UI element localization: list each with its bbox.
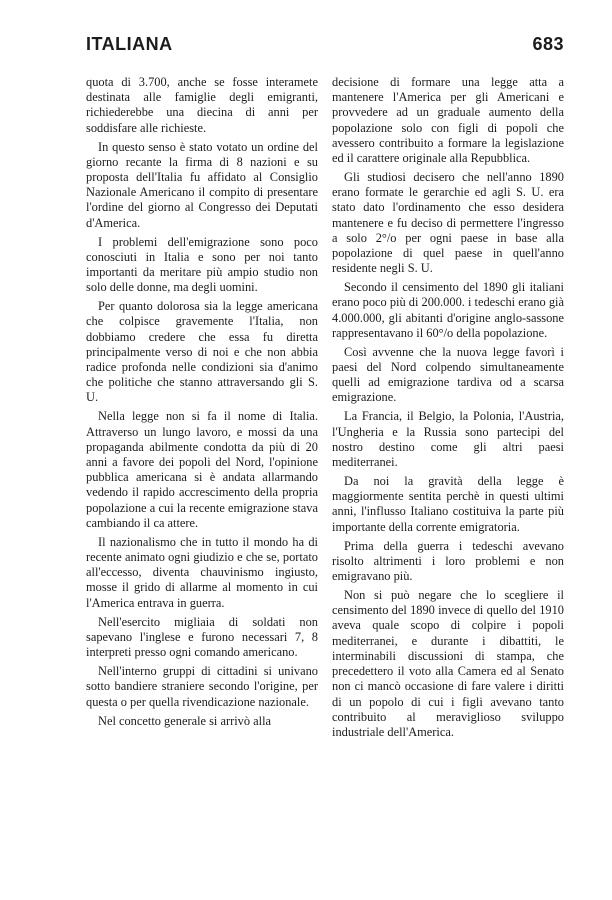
paragraph: Nell'esercito migliaia di soldati non sapevano l'inglese e furono necessari 7, 8 interpreti presso ogni comando americano. <box>86 614 318 660</box>
paragraph: In questo senso è stato votato un ordine del giorno recante la firma di 8 nazioni e su proposta dell'Italia fu affidato al Consiglio Nazionale Americano il compito di presentare l'ordine del giorno al Congresso dei Deputati d'America. <box>86 139 318 230</box>
paragraph: quota di 3.700, anche se fosse interamete destinata alle famiglie degli emigranti, richiederebbe una diecina di anni per soddisfare alle richieste. <box>86 75 318 135</box>
paragraph: I problemi dell'emigrazione sono poco conosciuti in Italia e sono per noi tanto importanti da meritare più ampio studio non solo delle donne, ma degli uomini. <box>86 234 318 295</box>
paragraph: Non si può negare che lo scegliere il censimento del 1890 invece di quello del 1910 aveva quale scopo di colpire i popoli mediterranei, e durante i dibattiti, le interminabili discussioni di stampa, che precedettero il voto alla Camera ed al Senato non ci mancò occasione di fare valere i diritti di un popolo di cui i figli avevano tanto contribuito al meraviglioso sviluppo industriale dell'America. <box>332 588 564 739</box>
paragraph: Gli studiosi decisero che nell'anno 1890 erano formate le gerarchie ed agli S. U. era stato dato l'ordinamento che esso desidera mantenere e fu deciso di permettere l'ingresso a solo 2°/o per ogni paese in base alla popolazione di quel paese in quell'anno residente negli S. U. <box>332 170 564 276</box>
page-number: 683 <box>532 34 564 54</box>
paragraph: Secondo il censimento del 1890 gli italiani erano poco più di 200.000. i tedeschi erano già 4.000.000, gli abitanti d'origine anglo-sassone rappresentavano il 60°/o della popolazione. <box>332 280 564 340</box>
paragraph: Nella legge non si fa il nome di Italia. Attraverso un lungo lavoro, e mossi da una propaganda abilmente condotta da più di 20 anni a favore dei popoli del Nord, l'opinione pubblica americana si è andata allarmando vedendo il rapido accrescimento della propria popolazione a cui la recente emigrazione stava cambiando il ca attere. <box>86 409 318 530</box>
paragraph: La Francia, il Belgio, la Polonia, l'Austria, l'Ungheria e la Russia sono partecipi del nostro destino come gli altri paesi mediterranei. <box>332 409 564 470</box>
journal-title: ITALIANA <box>86 34 173 54</box>
paragraph: Nell'interno gruppi di cittadini si univano sotto bandiere straniere secondo l'origine, per questa o per quella rivendicazione nazionale. <box>86 664 318 709</box>
running-head <box>86 34 564 55</box>
paragraph: Prima della guerra i tedeschi avevano risolto altrimenti i loro problemi e non emigravano più. <box>332 538 564 584</box>
paragraph: Nel concetto generale si arrivò alla <box>98 713 272 728</box>
paragraph: Così avvenne che la nuova legge favorì i paesi del Nord colpendo simultaneamente quelli ad emigrazione tardiva od a scarsa emigrazione. <box>332 344 564 405</box>
left-column <box>86 75 318 733</box>
paragraph: Per quanto dolorosa sia la legge americana che colpisce gravemente l'Italia, non dobbiamo credere che essa fu diretta principalmente verso di noi e che non abbia radice profonda nelle condizioni sia d'animo che politiche che stanno attraversando gli S. U. <box>86 299 318 405</box>
paragraph: decisione di formare una legge atta a mantenere l'America per gli Americani e provvedere ad un graduale aumento della popolazione solo con figli di popoli che avessero contribuito a formare la legislazione ed il carattere originale alla Repubblica. <box>332 75 564 166</box>
paragraph: Il nazionalismo che in tutto il mondo ha di recente animato ogni giudizio e che se, portato all'eccesso, diventa chauvinismo ingiusto, mosse il grido di allarme al momento in cui l'America entrava in guerra. <box>86 534 318 610</box>
right-column <box>332 75 564 744</box>
paragraph: Da noi la gravità della legge è maggiormente sentita perchè in questi ultimi anni, l'influsso Italiano costituiva la parte più importante della corrente emigratoria. <box>332 474 564 534</box>
